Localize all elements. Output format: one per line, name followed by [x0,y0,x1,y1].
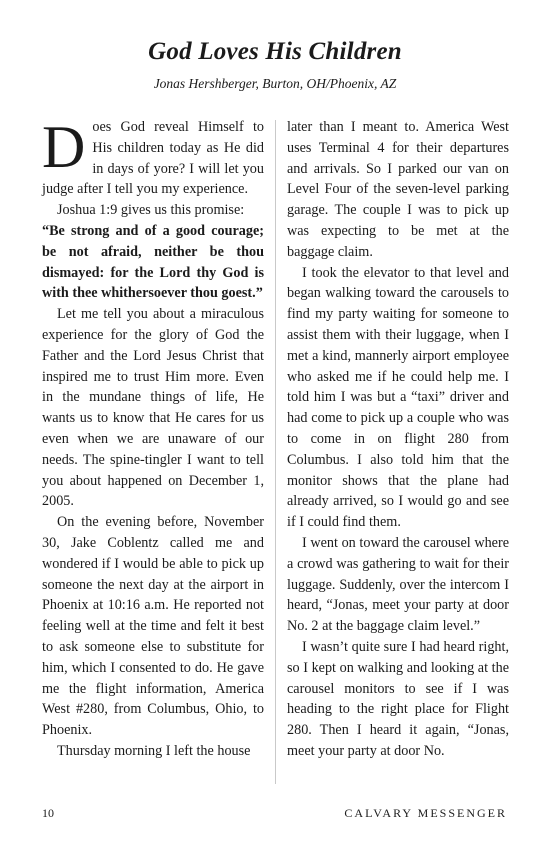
paragraph: I took the elevator to that level and began walking toward the carousels to find my party waiting for someone to assist them with their luggage, when I met a kind, mannerly airport employee who asked me if he could help me. I told him I was but a “taxi” driver and had come to pick up a couple who was to come in on flight 280 from Columbus. I also told him that the monitor shows that the plane had already arrived, so I would go and see if I could find them. [287,264,509,531]
left-column [42,114,264,762]
paragraph: On the evening before, November 30, Jake Coblentz called me and wondered if I would be able to pick up someone the next day at the airport in Phoenix at 10:16 a.m. He reported not feeling well at the time and felt it best to ask someone else to substitute for him, which I consented to do. He gave me the flight information, America West #280, from Columbus, Ohio, to Phoenix. [42,514,264,739]
paragraph [42,114,264,200]
article-byline: Jonas Hershberger, Burton, OH/Phoenix, AZ [153,76,397,91]
paragraph: later than I meant to. America West uses Terminal 4 for their departures and arrivals. So I parked our van on Level Four of the seven-level parking garage. The couple I was to pick up was expecting to be met at the baggage claim. [287,119,509,260]
paragraph-text: oes God reveal Himself to His children today as He did in days of yore? I will let you judge after I tell you my experience. [42,119,264,198]
paragraph: Let me tell you about a miraculous experience for the glory of God the Father and the Lord Jesus Christ that inspired me to trust Him more. Even in the mundane things of life, He wants us to know that He cares for us even when we are unaware of our needs. The spine-tingler I want to tell you about happened on December 1, 2005. [42,306,264,510]
paragraph: I wasn’t quite sure I had heard right, so I kept on walking and looking at the carousel monitors to see if I was heading to the right place for Flight 280. Then I heard it again, “Jonas, meet your party at door No. [287,638,509,759]
column-divider [275,120,276,784]
page-number: 10 [42,806,54,820]
paragraph: Thursday morning I left the house [57,742,251,759]
paragraph: I went on toward the carousel where a crowd was gathering to wait for their luggage. Suddenly, over the intercom I heard, “Jonas, meet your party at door No. 2 at the baggage claim level.” [287,534,509,635]
magazine-name: CALVARY MESSENGER [344,806,507,820]
scripture-quote: “Be strong and of a good courage; be not afraid, neither be thou dismayed: for the Lord thy God is with thee whithersoever thou goest.” [42,222,264,302]
article-title: God Loves His Children [148,38,402,65]
right-column [287,117,509,762]
paragraph: Joshua 1:9 gives us this promise: [57,202,245,219]
drop-cap: D [42,114,86,180]
